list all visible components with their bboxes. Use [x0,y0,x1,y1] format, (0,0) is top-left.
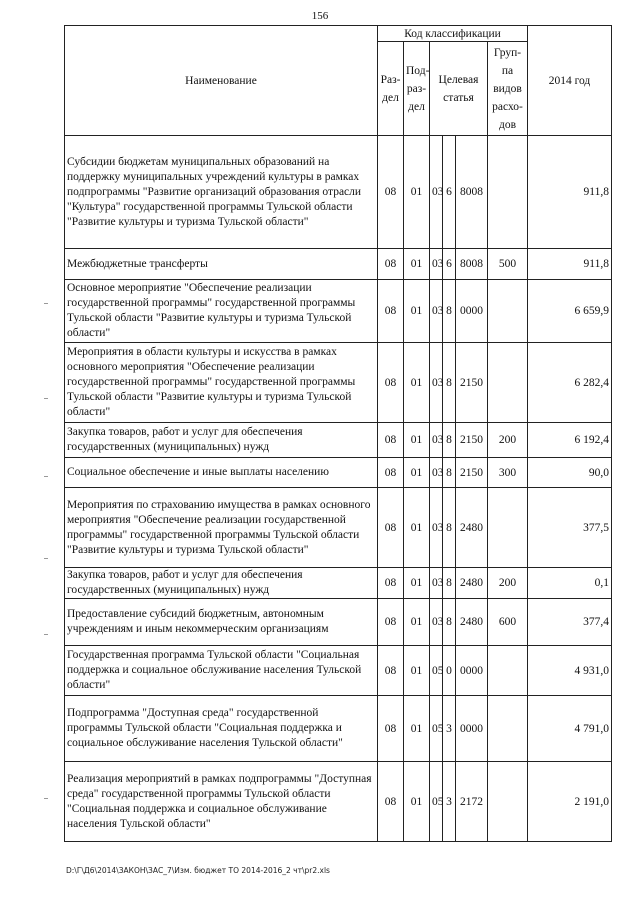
row-article-program: 03 [430,458,443,488]
row-razdel: 08 [378,249,404,280]
row-razdel: 08 [378,646,404,696]
header-target-article: Целевая статья [430,42,488,136]
row-article-subprogram: 8 [443,280,456,343]
row-name: Закупка товаров, работ и услуг для обеспечения государственных (муниципальных) нужд [65,568,378,599]
row-podrazdel: 01 [404,646,430,696]
row-article-program: 03 [430,488,443,568]
row-amount: 377,5 [528,488,612,568]
row-article-code: 2172 [456,762,488,842]
table-row [65,280,612,343]
row-podrazdel: 01 [404,458,430,488]
row-expense-group [488,696,528,762]
row-amount: 4 791,0 [528,696,612,762]
row-razdel: 08 [378,280,404,343]
row-article-subprogram: 0 [443,646,456,696]
row-razdel: 08 [378,343,404,423]
row-amount: 4 931,0 [528,646,612,696]
header-name: Наименование [65,26,378,136]
row-expense-group: 300 [488,458,528,488]
header-expense-group: Груп-па видов расхо-дов [488,42,528,136]
row-article-code: 0000 [456,696,488,762]
row-name: Подпрограмма "Доступная среда" государственной программы Тульской области "Социальная поддержка и социальное обслуживание населения Тульской области" [65,696,378,762]
row-razdel: 08 [378,423,404,458]
row-podrazdel: 01 [404,249,430,280]
row-article-subprogram: 8 [443,423,456,458]
row-razdel: 08 [378,488,404,568]
row-article-code: 2480 [456,568,488,599]
row-article-subprogram: 8 [443,488,456,568]
row-razdel: 08 [378,568,404,599]
row-article-code: 8008 [456,136,488,249]
row-podrazdel: 01 [404,136,430,249]
row-article-program: 03 [430,599,443,646]
table-row [65,762,612,842]
row-amount: 0,1 [528,568,612,599]
row-expense-group [488,488,528,568]
row-podrazdel: 01 [404,568,430,599]
row-podrazdel: 01 [404,280,430,343]
row-article-code: 2150 [456,458,488,488]
row-podrazdel: 01 [404,488,430,568]
row-expense-group [488,136,528,249]
row-razdel: 08 [378,458,404,488]
row-expense-group [488,343,528,423]
row-name: Государственная программа Тульской области "Социальная поддержка и социальное обслуживание населения Тульской области" [65,646,378,696]
table-row [65,696,612,762]
row-article-subprogram: 8 [443,343,456,423]
row-article-code: 2480 [456,599,488,646]
row-article-program: 03 [430,423,443,458]
row-article-subprogram: 3 [443,762,456,842]
row-article-program: 03 [430,136,443,249]
row-expense-group: 200 [488,568,528,599]
row-article-code: 2150 [456,343,488,423]
row-article-subprogram: 6 [443,136,456,249]
row-amount: 6 659,9 [528,280,612,343]
row-expense-group [488,280,528,343]
table-row [65,488,612,568]
row-name: Субсидии бюджетам муниципальных образований на поддержку муниципальных учреждений культуры в рамках подпрограммы "Развитие организаций образования отрасли "Культура" государственной программы Тульской области "Развитие культуры и туризма Тульской области" [65,136,378,249]
row-article-code: 2150 [456,423,488,458]
row-article-code: 8008 [456,249,488,280]
row-article-program: 05 [430,762,443,842]
table-row [65,249,612,280]
row-article-program: 03 [430,568,443,599]
row-razdel: 08 [378,599,404,646]
header-classification-code: Код классификации [378,26,528,42]
row-article-subprogram: 8 [443,599,456,646]
row-expense-group [488,646,528,696]
row-name: Межбюджетные трансферты [65,249,378,280]
row-name: Мероприятия в области культуры и искусства в рамках основного мероприятия "Обеспечение реализации государственной программы" государственной программы Тульской области "Развитие культуры и туризма Тульской области" [65,343,378,423]
row-name: Основное мероприятие "Обеспечение реализации государственной программы" государственной программы Тульской области "Развитие культуры и туризма Тульской области" [65,280,378,343]
row-razdel: 08 [378,696,404,762]
table-row [65,458,612,488]
row-article-program: 03 [430,249,443,280]
row-expense-group: 500 [488,249,528,280]
table-row [65,568,612,599]
row-name: Социальное обеспечение и иные выплаты населению [65,458,378,488]
row-article-code: 0000 [456,280,488,343]
row-article-subprogram: 8 [443,458,456,488]
budget-table [64,25,612,842]
row-podrazdel: 01 [404,343,430,423]
table-row [65,343,612,423]
row-podrazdel: 01 [404,423,430,458]
row-expense-group: 200 [488,423,528,458]
header-year: 2014 год [528,26,612,136]
table-row [65,646,612,696]
row-name: Предоставление субсидий бюджетным, автономным учреждениям и иным некоммерческим организациям [65,599,378,646]
row-name: Закупка товаров, работ и услуг для обеспечения государственных (муниципальных) нужд [65,423,378,458]
row-amount: 6 192,4 [528,423,612,458]
row-article-program: 05 [430,646,443,696]
row-article-subprogram: 8 [443,568,456,599]
row-expense-group: 600 [488,599,528,646]
row-article-code: 0000 [456,646,488,696]
row-amount: 377,4 [528,599,612,646]
page-number: 156 [311,10,329,22]
row-article-subprogram: 3 [443,696,456,762]
row-amount: 911,8 [528,136,612,249]
row-amount: 2 191,0 [528,762,612,842]
header-razdel: Раз-дел [378,42,404,136]
row-podrazdel: 01 [404,762,430,842]
row-amount: 90,0 [528,458,612,488]
row-article-program: 05 [430,696,443,762]
row-amount: 911,8 [528,249,612,280]
header-podrazdel: Под-раз-дел [404,42,430,136]
row-podrazdel: 01 [404,696,430,762]
row-article-program: 03 [430,280,443,343]
row-article-subprogram: 6 [443,249,456,280]
row-expense-group [488,762,528,842]
row-podrazdel: 01 [404,599,430,646]
file-path-footer: D:\Г\Д6\2014\ЗАКОН\ЗАС_7\Изм. бюджет ТО 2014-2016_2 чт\pr2.xls [66,866,330,875]
table-row [65,136,612,249]
table-row [65,423,612,458]
row-article-program: 03 [430,343,443,423]
table-row [65,599,612,646]
row-razdel: 08 [378,136,404,249]
table-body [65,136,612,842]
row-razdel: 08 [378,762,404,842]
row-name: Мероприятия по страхованию имущества в рамках основного мероприятия "Обеспечение реализации государственной программы" государственной программы Тульской области "Развитие культуры и туризма Тульской области" [65,488,378,568]
row-name: Реализация мероприятий в рамках подпрограммы "Доступная среда" государственной программы Тульской области "Социальная поддержка и социальное обслуживание населения Тульской области" [65,762,378,842]
row-article-code: 2480 [456,488,488,568]
row-amount: 6 282,4 [528,343,612,423]
